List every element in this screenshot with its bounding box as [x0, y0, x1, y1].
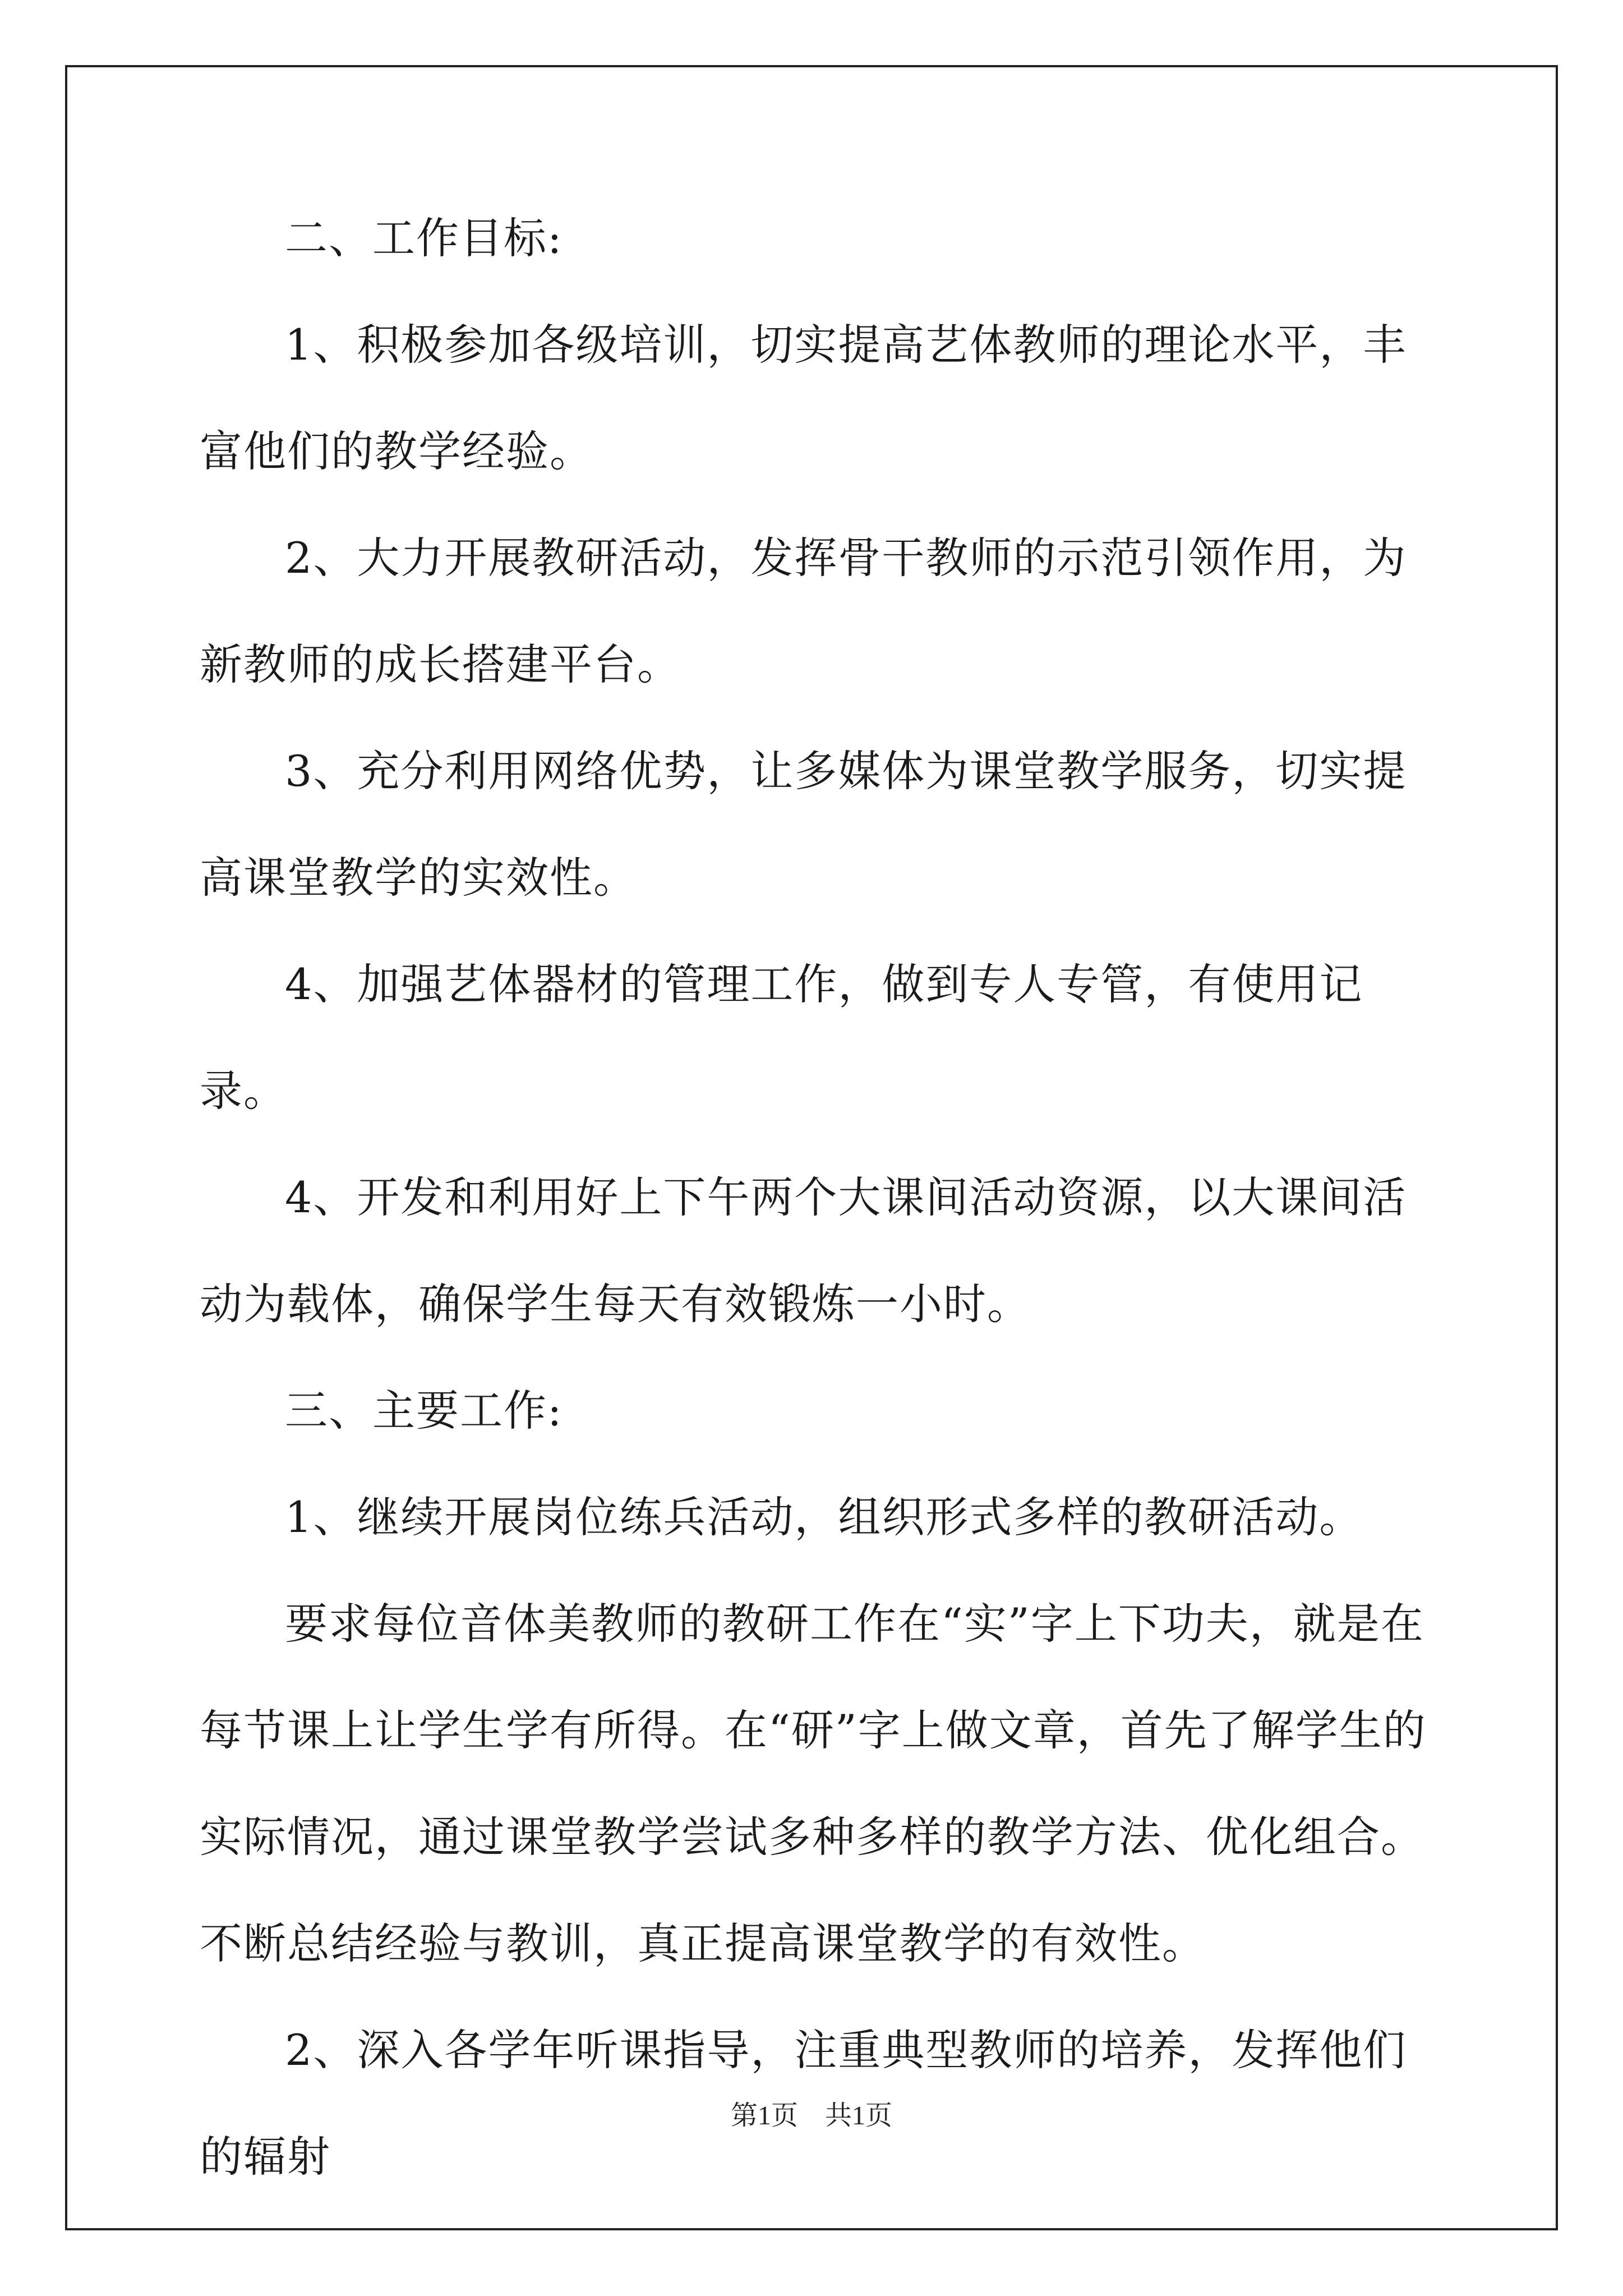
section-heading-goals: 二、工作目标: [285, 213, 563, 263]
document-body [200, 185, 1428, 2210]
paragraph: 1、继续开展岗位练兵活动，组织形式多样的教研活动。 [285, 1492, 1363, 1542]
paragraph: 4、开发和利用好上下午两个大课间活动资源，以大课间活动为载体，确保学生每天有效锻炼一小时。 [200, 1172, 1407, 1329]
page-number-footer: 第1页 共1页 [730, 2101, 892, 2131]
section-heading-main-work: 三、主要工作: [285, 1386, 563, 1435]
paragraph: 3、充分利用网络优势，让多媒体为课堂教学服务，切实提高课堂教学的实效性。 [200, 746, 1407, 903]
paragraph: 4、加强艺体器材的管理工作，做到专人专管，有使用记录。 [200, 959, 1363, 1116]
paragraph: 2、大力开展教研活动，发挥骨干教师的示范引领作用，为新教师的成长搭建平台。 [200, 533, 1407, 689]
paragraph: 2、深入各学年听课指导，注重典型教师的培养，发挥他们的辐射 [200, 2025, 1407, 2182]
paragraph: 要求每位音体美教师的教研工作在“实”字上下功夫，就是在每节课上让学生学有所得。在“研”字上做文章，首先了解学生的实际情况，通过课堂教学尝试多种多样的教学方法、优化组合。不断总结经验与教训，真正提高课堂教学的有效性。 [200, 1599, 1427, 1968]
paragraph: 1、积极参加各级培训，切实提高艺体教师的理论水平，丰富他们的教学经验。 [200, 320, 1407, 476]
